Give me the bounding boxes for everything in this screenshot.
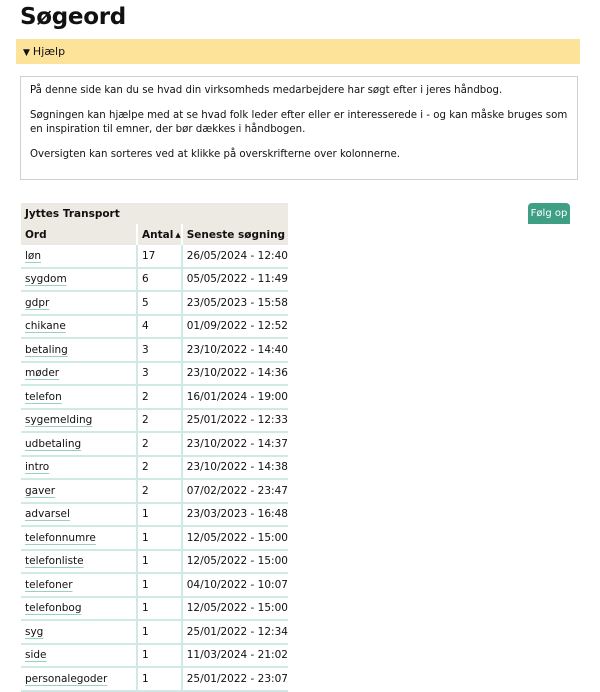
- word-cell: [21, 597, 137, 621]
- table-row: [21, 268, 288, 292]
- last-search-cell: 23/05/2023 - 15:58: [182, 291, 288, 315]
- help-panel: [20, 76, 578, 180]
- word-cell: [21, 667, 137, 691]
- table-row: [21, 362, 288, 386]
- word-cell: [21, 456, 137, 480]
- count-cell: 1: [137, 644, 182, 668]
- table-row: [21, 526, 288, 550]
- table-row: [21, 409, 288, 433]
- word-cell: [21, 409, 137, 433]
- last-search-cell: 23/10/2022 - 14:36: [182, 362, 288, 386]
- word-cell: [21, 338, 137, 362]
- search-word-link[interactable]: telefoner: [25, 578, 73, 591]
- word-cell: [21, 385, 137, 409]
- help-paragraph: Søgningen kan hjælpe med at se hvad folk leder efter eller er interesserede i - og kan måske bruges som en inspiration til emner, der bør dækkes i håndbogen.: [30, 109, 568, 135]
- search-terms-table: [21, 203, 288, 692]
- search-word-link[interactable]: syg: [25, 625, 44, 638]
- table-row: [21, 291, 288, 315]
- word-cell: [21, 503, 137, 527]
- count-cell: 3: [137, 338, 182, 362]
- search-word-link[interactable]: løn: [25, 249, 41, 262]
- table-group-title: Jyttes Transport: [21, 203, 288, 224]
- last-search-cell: 25/01/2022 - 23:07: [182, 667, 288, 691]
- table-row: [21, 644, 288, 668]
- search-word-link[interactable]: gdpr: [25, 296, 50, 309]
- table-row: [21, 573, 288, 597]
- word-cell: [21, 479, 137, 503]
- last-search-cell: 05/05/2022 - 11:49: [182, 268, 288, 292]
- count-cell: 2: [137, 385, 182, 409]
- last-search-cell: 23/10/2022 - 14:38: [182, 456, 288, 480]
- table-row: [21, 245, 288, 268]
- table-row: [21, 479, 288, 503]
- word-cell: [21, 245, 137, 268]
- last-search-cell: 11/03/2024 - 21:02: [182, 644, 288, 668]
- count-cell: 1: [137, 503, 182, 527]
- count-cell: 1: [137, 620, 182, 644]
- last-search-cell: 26/05/2024 - 12:40: [182, 245, 288, 268]
- table-row: [21, 667, 288, 691]
- last-search-cell: 25/01/2022 - 12:33: [182, 409, 288, 433]
- word-cell: [21, 315, 137, 339]
- last-search-cell: 12/05/2022 - 15:00: [182, 597, 288, 621]
- column-header-count[interactable]: [137, 224, 182, 245]
- table-row: [21, 338, 288, 362]
- column-header-last-search-label: Seneste søgning: [186, 228, 286, 241]
- count-cell: 2: [137, 432, 182, 456]
- last-search-cell: 12/05/2022 - 15:00: [182, 526, 288, 550]
- word-cell: [21, 291, 137, 315]
- search-word-link[interactable]: personalegoder: [25, 672, 108, 685]
- page-title: Søgeord: [20, 4, 126, 30]
- word-cell: [21, 573, 137, 597]
- column-header-word[interactable]: [21, 224, 137, 245]
- count-cell: 2: [137, 456, 182, 480]
- search-word-link[interactable]: betaling: [25, 343, 68, 356]
- search-word-link[interactable]: telefonliste: [25, 555, 84, 568]
- word-cell: [21, 268, 137, 292]
- help-paragraph: Oversigten kan sorteres ved at klikke på overskrifterne over kolonnerne.: [30, 148, 400, 160]
- last-search-cell: 23/10/2022 - 14:40: [182, 338, 288, 362]
- word-cell: [21, 432, 137, 456]
- word-cell: [21, 362, 137, 386]
- search-word-link[interactable]: gaver: [25, 484, 56, 497]
- count-cell: 1: [137, 526, 182, 550]
- table-row: [21, 597, 288, 621]
- help-paragraph: På denne side kan du se hvad din virksomheds medarbejdere har søgt efter i jeres håndbog.: [30, 85, 503, 96]
- count-cell: 1: [137, 573, 182, 597]
- search-word-link[interactable]: sygdom: [25, 273, 67, 286]
- table-row: [21, 385, 288, 409]
- search-word-link[interactable]: side: [25, 649, 47, 662]
- last-search-cell: 04/10/2022 - 10:07: [182, 573, 288, 597]
- count-cell: 2: [137, 409, 182, 433]
- follow-up-button[interactable]: Følg op: [528, 203, 570, 224]
- count-cell: 1: [137, 550, 182, 574]
- count-cell: 3: [137, 362, 182, 386]
- search-word-link[interactable]: sygemelding: [25, 414, 93, 427]
- triangle-down-icon: ▼: [23, 48, 30, 58]
- search-word-link[interactable]: intro: [25, 461, 50, 474]
- last-search-cell: 01/09/2022 - 12:52: [182, 315, 288, 339]
- sort-ascending-icon: ▲: [175, 230, 181, 239]
- search-word-link[interactable]: telefon: [25, 390, 62, 403]
- last-search-cell: 25/01/2022 - 12:34: [182, 620, 288, 644]
- search-word-link[interactable]: telefonbog: [25, 602, 82, 615]
- column-header-last-search[interactable]: [182, 224, 288, 245]
- count-cell: 2: [137, 479, 182, 503]
- table-row: [21, 432, 288, 456]
- count-cell: 5: [137, 291, 182, 315]
- table-row: [21, 456, 288, 480]
- last-search-cell: 07/02/2022 - 23:47: [182, 479, 288, 503]
- word-cell: [21, 526, 137, 550]
- table-body: [21, 245, 288, 691]
- help-toggle[interactable]: [16, 39, 580, 64]
- count-cell: 4: [137, 315, 182, 339]
- count-cell: 6: [137, 268, 182, 292]
- table-row: [21, 315, 288, 339]
- last-search-cell: 12/05/2022 - 15:00: [182, 550, 288, 574]
- column-header-count-label: Antal: [142, 228, 174, 241]
- count-cell: 17: [137, 245, 182, 268]
- search-word-link[interactable]: udbetaling: [25, 437, 82, 450]
- table-row: [21, 620, 288, 644]
- table-row: [21, 503, 288, 527]
- word-cell: [21, 644, 137, 668]
- search-word-link[interactable]: chikane: [25, 320, 66, 333]
- column-header-word-label: Ord: [25, 228, 47, 241]
- last-search-cell: 23/10/2022 - 14:37: [182, 432, 288, 456]
- last-search-cell: 23/03/2023 - 16:48: [182, 503, 288, 527]
- table-row: [21, 550, 288, 574]
- word-cell: [21, 550, 137, 574]
- count-cell: 1: [137, 597, 182, 621]
- help-toggle-label: Hjælp: [32, 45, 66, 58]
- last-search-cell: 16/01/2024 - 19:00: [182, 385, 288, 409]
- search-word-link[interactable]: telefonnumre: [25, 531, 96, 544]
- search-word-link[interactable]: advarsel: [25, 508, 70, 521]
- count-cell: 1: [137, 667, 182, 691]
- word-cell: [21, 620, 137, 644]
- search-word-link[interactable]: møder: [25, 367, 60, 380]
